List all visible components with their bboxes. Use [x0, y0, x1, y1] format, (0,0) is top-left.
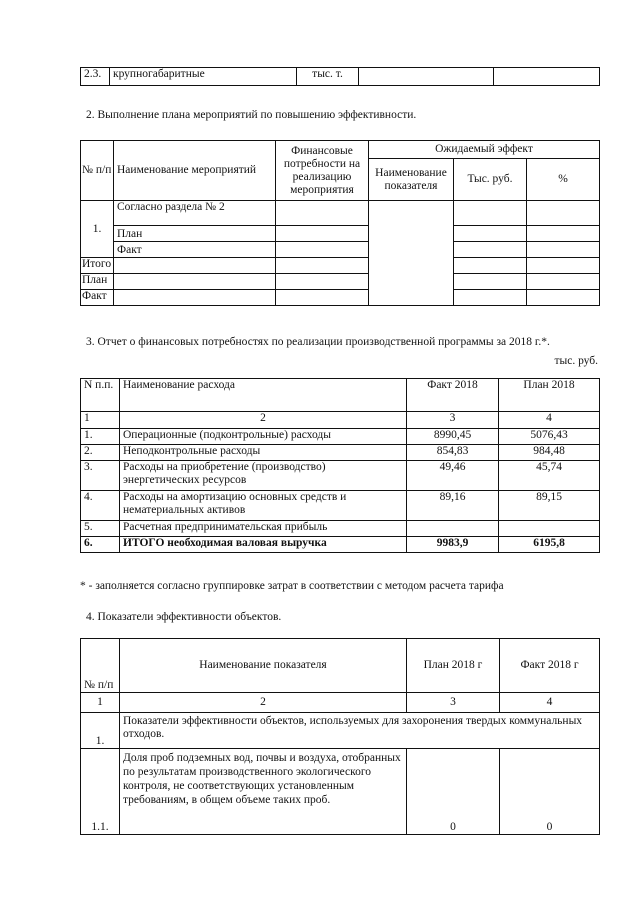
row-plan: 89,15 — [499, 491, 600, 521]
row-name: Неподконтрольные расходы — [120, 445, 407, 461]
cell — [276, 242, 369, 258]
row-fact: 49,46 — [407, 461, 499, 491]
header-pct: % — [527, 159, 600, 201]
row-plan: 984,48 — [499, 445, 600, 461]
top-row-unit: тыс. т. — [297, 68, 359, 86]
row-fact: 89,16 — [407, 491, 499, 521]
row-num: 1. — [81, 201, 114, 258]
index-2: 2 — [120, 412, 407, 429]
group-text: Показатели эффективности объектов, используемых для захоронения твердых коммунальных отходов. — [120, 713, 600, 749]
header-fact: Факт 2018 г — [500, 639, 600, 693]
index-4: 4 — [499, 412, 600, 429]
section-3-footnote: * - заполняется согласно группировке затрат в соответствии с методом расчета тарифа — [80, 580, 504, 592]
row-num: 4. — [81, 491, 120, 521]
cell — [114, 274, 276, 290]
index-1: 1 — [81, 693, 120, 713]
header-name: Наименование мероприятий — [114, 141, 276, 201]
header-name: Наименование расхода — [120, 379, 407, 412]
indicator-cell — [369, 201, 454, 306]
row-name: Операционные (подконтрольные) расходы — [120, 429, 407, 445]
row-plan — [499, 521, 600, 537]
cell — [527, 290, 600, 306]
row-fact: Факт — [114, 242, 276, 258]
index-2: 2 — [120, 693, 407, 713]
header-effect: Ожидаемый эффект — [369, 141, 600, 159]
header-num: № п/п — [81, 141, 114, 201]
index-3: 3 — [407, 412, 499, 429]
cell — [527, 274, 600, 290]
row-plan: 5076,43 — [499, 429, 600, 445]
row-num: 5. — [81, 521, 120, 537]
cell — [454, 274, 527, 290]
cell — [527, 242, 600, 258]
cell — [276, 290, 369, 306]
header-num: N п.п. — [81, 379, 120, 412]
cell — [276, 201, 369, 226]
cell — [454, 226, 527, 242]
cell — [527, 226, 600, 242]
header-num: № п/п — [81, 639, 120, 693]
cell — [527, 201, 600, 226]
top-row-name: крупногабаритные — [110, 68, 297, 86]
top-row-cell — [359, 68, 494, 86]
cell — [454, 258, 527, 274]
row-plan: 45,74 — [499, 461, 600, 491]
cell — [454, 242, 527, 258]
section-3-unit: тыс. руб. — [554, 355, 598, 367]
row-num: 1. — [81, 429, 120, 445]
index-3: 3 — [407, 693, 500, 713]
total-plan: 6195,8 — [499, 537, 600, 553]
total-plan: План — [81, 274, 114, 290]
section-4-title: 4. Показатели эффективности объектов. — [86, 611, 282, 623]
cell — [527, 258, 600, 274]
top-row-num: 2.3. — [81, 68, 110, 86]
cell — [276, 258, 369, 274]
top-row-table — [80, 67, 600, 86]
index-4: 4 — [500, 693, 600, 713]
cell — [114, 258, 276, 274]
row-label: Согласно раздела № 2 — [114, 201, 276, 226]
row-num: 2. — [81, 445, 120, 461]
cell — [276, 226, 369, 242]
header-plan: План 2018 г — [407, 639, 500, 693]
total-label: Итого — [81, 258, 114, 274]
total-fact: Факт — [81, 290, 114, 306]
header-rub: Тыс. руб. — [454, 159, 527, 201]
section-2-title: 2. Выполнение плана мероприятий по повышению эффективности. — [86, 109, 417, 121]
row-plan: План — [114, 226, 276, 242]
index-1: 1 — [81, 412, 120, 429]
cell — [454, 290, 527, 306]
header-indicator: Наименование показателя — [369, 159, 454, 201]
efficiency-plan-table — [80, 140, 600, 306]
financial-needs-table — [80, 378, 600, 553]
row-fact: 854,83 — [407, 445, 499, 461]
header-name: Наименование показателя — [120, 639, 407, 693]
group-num: 1. — [81, 713, 120, 749]
row-name: Расходы на приобретение (производство) энергетических ресурсов — [120, 461, 407, 491]
header-fact: Факт 2018 — [407, 379, 499, 412]
section-3-title: 3. Отчет о финансовых потребностях по реализации производственной программы за 2018 г.*. — [86, 336, 550, 348]
row-name: Расчетная предпринимательская прибыль — [120, 521, 407, 537]
row-num: 1.1. — [81, 749, 120, 835]
header-plan: План 2018 — [499, 379, 600, 412]
row-fact: 8990,45 — [407, 429, 499, 445]
cell — [114, 290, 276, 306]
total-name: ИТОГО необходимая валовая выручка — [120, 537, 407, 553]
top-row-cell — [494, 68, 600, 86]
row-plan: 0 — [407, 749, 500, 835]
row-text: Доля проб подземных вод, почвы и воздуха, отобранных по результатам производственного экологического контроля, не соответствующих установленным требованиям, в общем объеме таких проб. — [120, 749, 407, 835]
row-fact — [407, 521, 499, 537]
total-fact: 9983,9 — [407, 537, 499, 553]
row-fact: 0 — [500, 749, 600, 835]
header-fin: Финансовые потребности на реализацию мероприятия — [276, 141, 369, 201]
efficiency-indicators-table — [80, 638, 600, 835]
cell — [454, 201, 527, 226]
row-num: 3. — [81, 461, 120, 491]
total-num: 6. — [81, 537, 120, 553]
cell — [276, 274, 369, 290]
row-name: Расходы на амортизацию основных средств и нематериальных активов — [120, 491, 407, 521]
